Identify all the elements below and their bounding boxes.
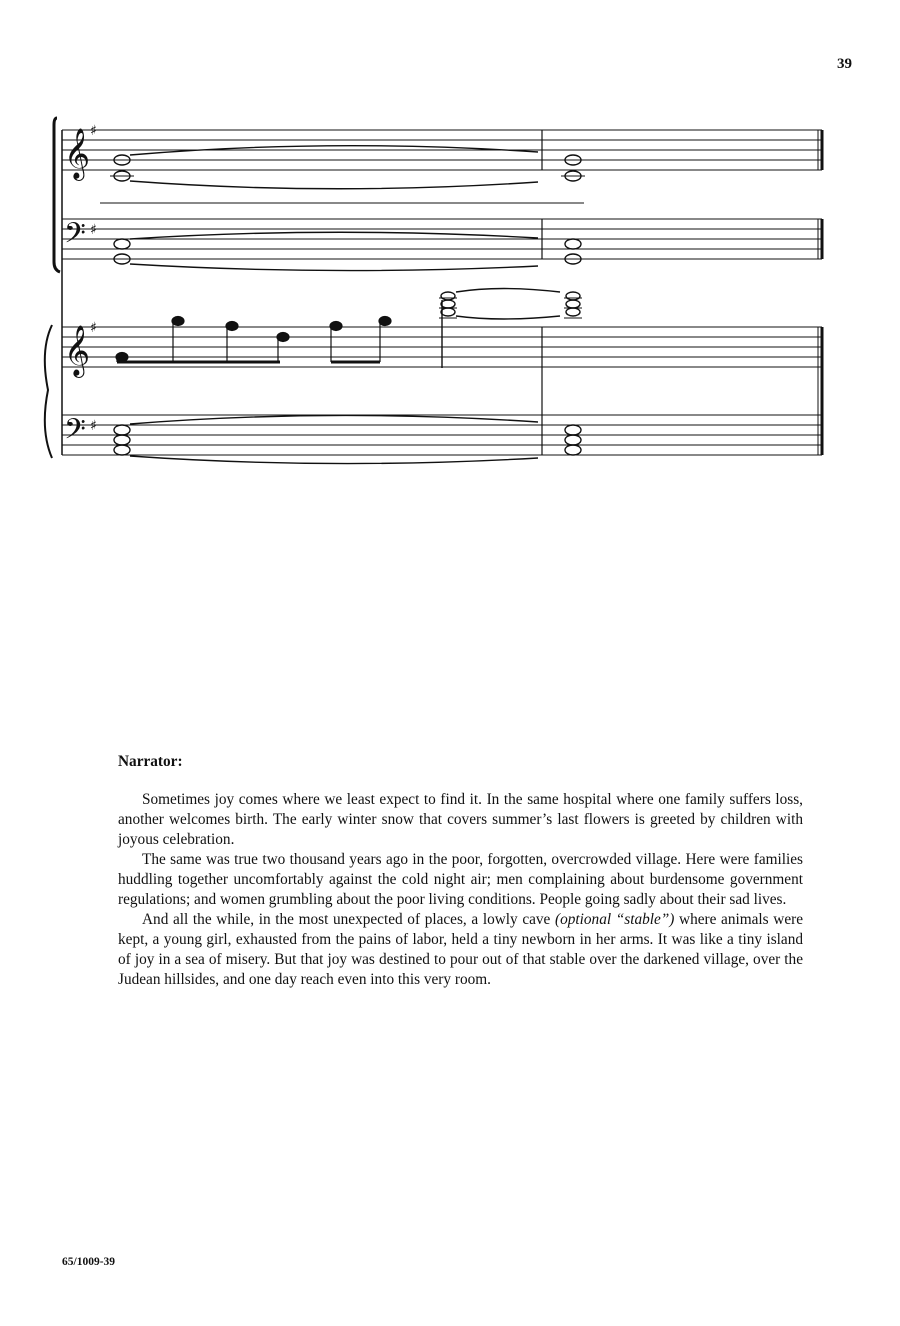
final-barline [818, 130, 822, 455]
sharp-icon: ♯ [90, 222, 97, 238]
piano-brace [45, 325, 52, 458]
treble-clef-icon: 𝄞 [64, 128, 91, 179]
staff-treble-voice [62, 130, 822, 170]
paragraph-text: And all the while, in the most unexpected of places, a lowly cave [142, 911, 555, 928]
music-score [0, 0, 900, 480]
bass-clef-icon: 𝄢 [64, 217, 86, 257]
staff-bass-voice [62, 219, 822, 259]
choir-bracket [54, 118, 60, 272]
notes-piano-right-hand [116, 289, 582, 369]
narration-paragraph [118, 910, 803, 990]
bass-clef-icon: 𝄢 [64, 413, 86, 453]
narration-paragraph: Sometimes joy comes where we least expect to find it. In the same hospital where one family suffers loss, another welcomes birth. The early winter snow that covers summer’s last flowers is greeted by children with joyous celebration. [118, 791, 803, 848]
speaker-label: Narrator: [118, 753, 183, 770]
notes-treble-voice [100, 146, 585, 203]
sharp-icon: ♯ [90, 418, 97, 434]
stage-direction: (optional “stable”) [555, 911, 675, 928]
narration-block [118, 752, 803, 990]
notes-bass-voice [114, 232, 581, 270]
paragraph-text: where animals were kept, a young girl, exhausted from the pains of labor, held a tiny newborn in her arms. It was like a tiny island of joy in a sea of misery. But that joy was destined to pour out of that stable over the darkened village, over the Judean hillsides, and one day reach even into this very room. [118, 911, 804, 988]
treble-clef-icon: 𝄞 [64, 325, 91, 376]
page-number: 39 [837, 56, 852, 72]
sharp-icon: ♯ [90, 320, 97, 336]
notes-piano-left-hand [114, 415, 581, 463]
publication-code: 65/1009-39 [62, 1256, 116, 1268]
sharp-icon: ♯ [90, 123, 97, 139]
narration-paragraph: The same was true two thousand years ago in the poor, forgotten, overcrowded village. Here were families huddling together uncomfortably against the cold night air; men complaining about burdensome government regulations; and women grumbling about the poor living conditions. People going sadly about their sad lives. [118, 851, 803, 908]
